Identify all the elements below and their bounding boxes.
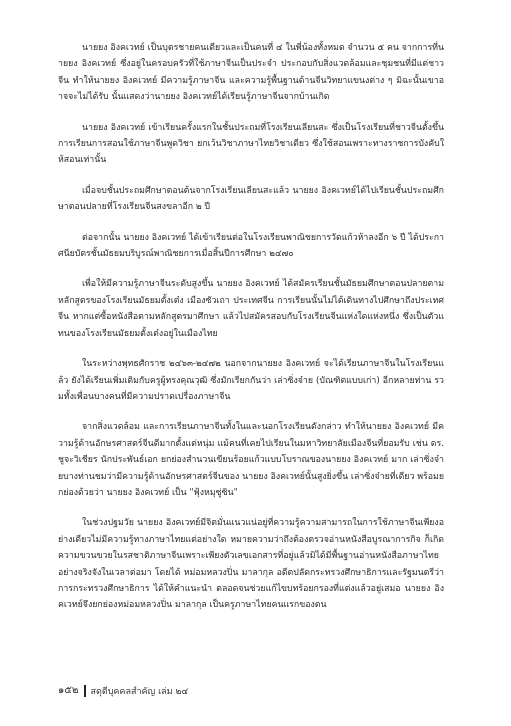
page-number: ๑๕๒ — [58, 685, 79, 696]
paragraph-8: ในช่วงปฐมวัย นายยง อิงคเวทย์มีจิตมั่นแนวแน่อยู่ที่ความรู้ความสามารถในการใช้ภาษาจีนเพียงอย่างเดียวไม่มีความรู้ทางภาษาไทยแต่อย่างใด หมายความว่าถึงต้องตรวจอ่านหนังสือบูรณาการกิจ ก็เกิดความขวนขวยในรสชาติภาษาจีนเพราะเพียงตัวเลขเอกสารที่อยู่แล้วมิได้มีพื้นฐานอ่านหนังสือภาษาไทยอย่างจริงจังในเวลาต่อมา โดยได้ หม่อมหลวงปิ่น มาลากุล อดีตปลัดกระทรวงศึกษาธิการและรัฐมนตรีว่าการกระทรวงศึกษาธิการ ได้ให้คำแนะนำ ตลอดจนช่วยแก้ไขบทร้อยกรองที่แต่งแล้วอยู่เสมอ นายยง อิงคเวทย์จึงยกย่องหม่อมหลวงปิ่น มาลากุล เป็นครูภาษาไทยคนแรกของตน — [58, 518, 444, 611]
page-footer — [58, 683, 444, 698]
paragraph-6: ในระหว่างพุทธศักราช ๒๔๖๓-๒๔๗๒ นอกจากนายยง อิงคเวทย์ จะได้เรียนภาษาจีนในโรงเรียนแล้ว ยังได้เรียนเพิ่มเติมกับครูผู้ทรงคุณวุฒิ ซึ่งมักเรียกกันว่า เล่าซิ่งจ๋าย (บัณฑิตแบบเก่า) อีกหลายท่าน รวมทั้งเพื่อนบางคนที่มีความปราดเปรื่องภาษาจีน — [58, 359, 444, 402]
paragraph-2: นายยง อิงคเวทย์ เข้าเรียนครั้งแรกในชั้นประถมที่โรงเรียนเลียนสะ ซึ่งเป็นโรงเรียนที่ชาวจีนตั้งขึ้น การเรียนการสอนใช้ภาษาจีนพูดวิชา ยกเว้นวิชาภาษาไทยวิชาเดียว ซึ่งใช้สอนเพราะทางราชการบังคับให้สอนเท่านั้น — [58, 122, 444, 166]
paragraph-1: นายยง อิงคเวทย์ เป็นบุตรชายคนเดียวและเป็นคนที่ ๔ ในพี่น้องทั้งหมด จำนวน ๕ คน จากการที่นายยง อิงคเวทย์ ซึ่งอยู่ในครอบครัวที่ใช้ภาษาจีนเป็นประจำ ประกอบกับสิ่งแวดล้อมและชุมชนที่มีแต่ชาวจีน ทำให้นายยง อิงคเวทย์ มีความรู้ภาษาจีน และความรู้พื้นฐานด้านจีนวิทยาแขนงต่าง ๆ มิฉะนั้นเขาอาจจะไม่ได้รับ นั้นแสดงว่านายยง อิงคเวทย์ได้เรียนรู้ภาษาจีนจากบ้านเกิด — [58, 43, 444, 103]
paragraph-5: เพื่อให้มีความรู้ภาษาจีนระดับสูงขึ้น นายยง อิงคเวทย์ ได้สมัครเรียนชั้นมัธยมศึกษาตอนปลายตามหลักสูตรของโรงเรียนมัธยมตั้งเต๋ง เมืองซัวเถา ประเทศจีน การเรียนนั้นไม่ได้เดินทางไปศึกษาถึงประเทศจีน หากแต่ซื้อหนังสือตามหลักสูตรมาศึกษา แล้วไปสมัครสอบกับโรงเรียนจีนแห่งใดแห่งหนึ่ง ซึ่งเป็นตัวแทนของโรงเรียนมัธยมตั้งเต๋งอยู่ในเมืองไทย — [58, 279, 444, 339]
paragraph-3: เมื่อจบชั้นประถมศึกษาตอนต้นจากโรงเรียนเลียนสะแล้ว นายยง อิงคเวทย์ได้ไปเรียนชั้นประถมศึกษาตอนปลายที่โรงเรียนจีนสงขลาอีก ๒ ปี — [58, 185, 444, 213]
paragraph-4: ต่อจากนั้น นายยง อิงคเวทย์ ได้เข้าเรียนต่อในโรงเรียนพาณิชยการวัดแก้วห้าลงอีก ๖ ปี ได้ประกาศนียบัตรชั้นมัธยมบริบูรณ์พาณิชยการเมื่อสิ้นปีการศึกษา ๒๔๗๐ — [58, 232, 444, 260]
paragraph-7: จากสิ่งแวดล้อม และการเรียนภาษาจีนทั้งในและนอกโรงเรียนดังกล่าว ทำให้นายยง อิงคเวทย์ มีความรู้ด้านอักษรศาสตร์จีนดีมากตั้งแต่หนุ่ม แม้คนที่เคยไปเรียนในมหาวิทยาลัยเมืองจีนที่ยอมรับ เช่น ดร. ชูจะวิเชียร นักประพันธ์เอก ยกย่องสำนวนเขียนร้อยแก้วแบบโบราณของนายยง อิงคเวทย์ มาก เล่าซิ่งจ๋ายบางท่านชมว่ามีความรู้ด้านอักษรศาสตร์จีนของ นายยง อิงคเวทย์นั้นสูงยิ่งขึ้น เล่าซิ่งจ๋ายที่เดียว พร้อมยกย่องด้วยว่า นายยง อิงคเวทย์ เป็น "ฟุ้งหมุซู่ซิน" — [58, 422, 444, 498]
footer-divider — [84, 685, 86, 697]
footer-title: สดุดีบุคคลสำคัญ เล่ม ๒๔ — [90, 686, 189, 697]
body-text — [58, 40, 444, 628]
